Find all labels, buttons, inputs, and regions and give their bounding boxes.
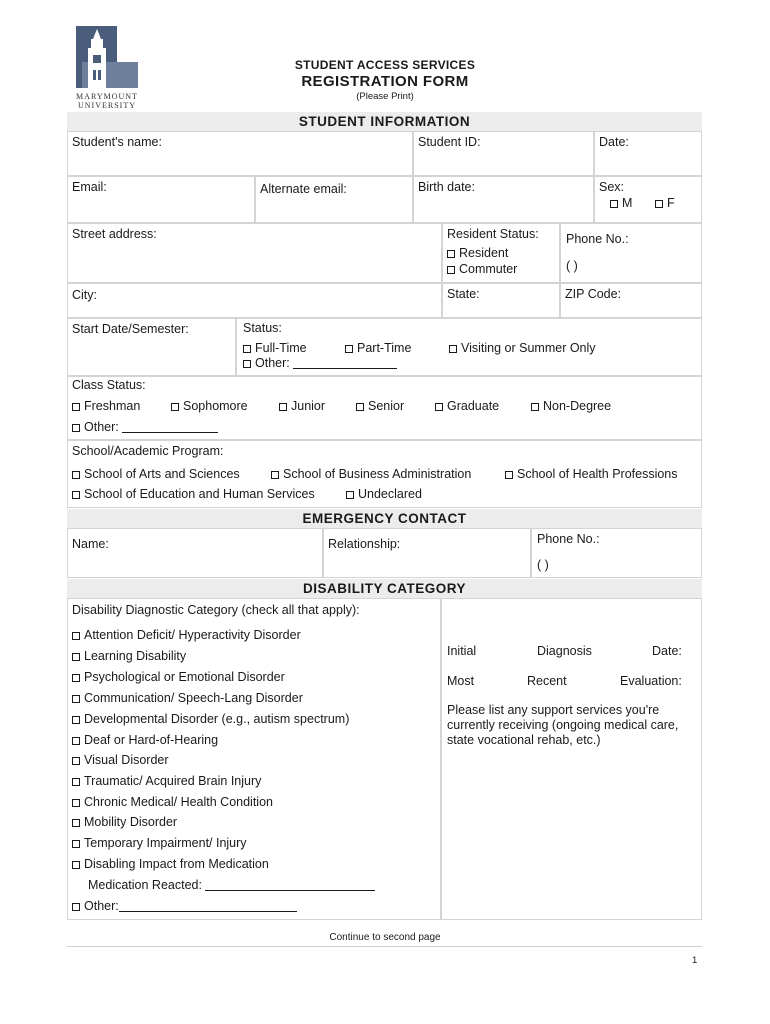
- resident-status-field: [442, 223, 560, 283]
- zip-label: ZIP Code:: [565, 287, 622, 301]
- initial-diagnosis-word-1: Initial: [447, 644, 477, 658]
- checkbox-icon[interactable]: [271, 471, 279, 479]
- emergency-phone-area-code: ( ): [537, 558, 549, 572]
- phone-field[interactable]: [560, 223, 702, 283]
- program-business-option[interactable]: School of Business Administration: [271, 467, 471, 481]
- status-other-option[interactable]: Other:: [243, 356, 397, 370]
- medication-reacted: Medication Reacted:: [88, 878, 375, 892]
- alternate-email-label: Alternate email:: [260, 182, 347, 196]
- status-label: Status:: [243, 321, 282, 335]
- class-status-label: Class Status:: [72, 378, 146, 392]
- emergency-name-field[interactable]: [67, 528, 323, 578]
- disability-option[interactable]: Attention Deficit/ Hyperactivity Disorder: [72, 628, 301, 642]
- disability-category-label: Disability Diagnostic Category (check all that apply):: [72, 603, 360, 617]
- print-note: (Please Print): [356, 91, 414, 102]
- birth-date-field[interactable]: [413, 176, 594, 223]
- start-date-label: Start Date/Semester:: [72, 322, 189, 336]
- disability-option[interactable]: Chronic Medical/ Health Condition: [72, 795, 273, 809]
- checkbox-icon[interactable]: [72, 403, 80, 411]
- checkbox-icon[interactable]: [72, 632, 80, 640]
- checkbox-icon[interactable]: [356, 403, 364, 411]
- checkbox-icon[interactable]: [505, 471, 513, 479]
- emergency-name-label: Name:: [72, 537, 109, 551]
- sex-field: [594, 176, 702, 223]
- disability-option[interactable]: Psychological or Emotional Disorder: [72, 670, 285, 684]
- checkbox-icon[interactable]: [655, 200, 663, 208]
- recent-evaluation-word-2: Recent: [527, 674, 567, 688]
- date-label: Date:: [599, 135, 629, 149]
- class-option[interactable]: Graduate: [435, 399, 499, 413]
- emergency-relationship-field[interactable]: [323, 528, 531, 578]
- checkbox-icon[interactable]: [72, 778, 80, 786]
- checkbox-icon[interactable]: [72, 491, 80, 499]
- support-services-line-3: state vocational rehab, etc.): [447, 733, 601, 747]
- class-status-field: [67, 376, 702, 440]
- disability-option[interactable]: Learning Disability: [72, 649, 186, 663]
- checkbox-icon[interactable]: [345, 345, 353, 353]
- resident-option[interactable]: Resident: [447, 246, 508, 260]
- support-services-line-2: currently receiving (ongoing medical care,: [447, 718, 679, 732]
- checkbox-icon[interactable]: [72, 861, 80, 869]
- disability-checklist: [67, 598, 441, 920]
- program-health-option[interactable]: School of Health Professions: [505, 467, 678, 481]
- checkbox-icon[interactable]: [279, 403, 287, 411]
- resident-status-label: Resident Status:: [447, 227, 539, 241]
- footer-divider: [67, 946, 702, 947]
- checkbox-icon[interactable]: [243, 345, 251, 353]
- commuter-option[interactable]: Commuter: [447, 262, 517, 276]
- academic-program-field: [67, 440, 702, 508]
- checkbox-icon[interactable]: [72, 819, 80, 827]
- form-title: REGISTRATION FORM: [301, 73, 469, 90]
- checkbox-icon[interactable]: [243, 360, 251, 368]
- office-title: STUDENT ACCESS SERVICES: [294, 58, 476, 72]
- email-label: Email:: [72, 180, 107, 194]
- logo-wordmark: MARYMOUNT UNIVERSITY: [76, 92, 138, 110]
- checkbox-icon[interactable]: [449, 345, 457, 353]
- street-address-label: Street address:: [72, 227, 157, 241]
- initial-diagnosis-word-2: Diagnosis: [537, 644, 592, 658]
- medication-reacted-line[interactable]: [205, 879, 375, 891]
- checkbox-icon[interactable]: [72, 471, 80, 479]
- checkbox-icon[interactable]: [346, 491, 354, 499]
- enrollment-status-field: [236, 318, 702, 376]
- checkbox-icon[interactable]: [72, 653, 80, 661]
- part-time-option[interactable]: Part-Time: [345, 341, 411, 355]
- diagnosis-details[interactable]: [441, 598, 702, 920]
- checkbox-icon[interactable]: [531, 403, 539, 411]
- disability-option[interactable]: Developmental Disorder (e.g., autism spectrum): [72, 712, 349, 726]
- class-option[interactable]: Junior: [279, 399, 325, 413]
- section-disability-category: DISABILITY CATEGORY: [67, 579, 702, 598]
- state-label: State:: [447, 287, 480, 301]
- disability-option[interactable]: Visual Disorder: [72, 753, 169, 767]
- disability-other-option[interactable]: Other:: [72, 899, 297, 913]
- birth-date-label: Birth date:: [418, 180, 475, 194]
- phone-label: Phone No.:: [566, 232, 629, 246]
- continue-note: Continue to second page: [329, 932, 441, 943]
- checkbox-icon[interactable]: [72, 695, 80, 703]
- checkbox-icon[interactable]: [72, 424, 80, 432]
- alternate-email-field[interactable]: [255, 176, 413, 223]
- checkbox-icon[interactable]: [171, 403, 179, 411]
- program-education-option[interactable]: School of Education and Human Services: [72, 487, 315, 501]
- emergency-phone-label: Phone No.:: [537, 532, 600, 546]
- checkbox-icon[interactable]: [447, 266, 455, 274]
- disability-other-line[interactable]: [119, 900, 297, 912]
- city-label: City:: [72, 288, 97, 302]
- disability-option[interactable]: Mobility Disorder: [72, 815, 177, 829]
- class-other-option[interactable]: Other:: [72, 420, 218, 434]
- program-undeclared-option[interactable]: Undeclared: [346, 487, 422, 501]
- initial-diagnosis-word-3: Date:: [652, 644, 682, 658]
- city-field[interactable]: [67, 283, 442, 318]
- class-option[interactable]: Senior: [356, 399, 404, 413]
- checkbox-icon[interactable]: [72, 840, 80, 848]
- checkbox-icon[interactable]: [72, 757, 80, 765]
- page-number: 1: [692, 955, 698, 966]
- state-field[interactable]: [442, 283, 560, 318]
- class-option[interactable]: Sophomore: [171, 399, 248, 413]
- sex-label: Sex:: [599, 180, 625, 194]
- program-arts-option[interactable]: School of Arts and Sciences: [72, 467, 240, 481]
- student-name-field[interactable]: [67, 131, 413, 176]
- start-date-field[interactable]: [67, 318, 236, 376]
- class-option[interactable]: Non-Degree: [531, 399, 611, 413]
- section-emergency-contact: EMERGENCY CONTACT: [67, 509, 702, 528]
- support-services-line-1: Please list any support services you're: [447, 703, 660, 717]
- checkbox-icon[interactable]: [72, 716, 80, 724]
- recent-evaluation-word-1: Most: [447, 674, 475, 688]
- checkbox-icon[interactable]: [72, 903, 80, 911]
- zip-field[interactable]: [560, 283, 702, 318]
- email-field[interactable]: [67, 176, 255, 223]
- student-id-label: Student ID:: [418, 135, 481, 149]
- emergency-relationship-label: Relationship:: [328, 537, 401, 551]
- recent-evaluation-word-3: Evaluation:: [620, 674, 682, 688]
- checkbox-icon[interactable]: [610, 200, 618, 208]
- disability-option[interactable]: Traumatic/ Acquired Brain Injury: [72, 774, 261, 788]
- disability-option[interactable]: Communication/ Speech-Lang Disorder: [72, 691, 303, 705]
- program-label: School/Academic Program:: [72, 444, 224, 458]
- student-id-field[interactable]: [413, 131, 594, 176]
- date-field[interactable]: [594, 131, 702, 176]
- checkbox-icon[interactable]: [447, 250, 455, 258]
- street-address-field[interactable]: [67, 223, 442, 283]
- checkbox-icon[interactable]: [72, 674, 80, 682]
- checkbox-icon[interactable]: [72, 737, 80, 745]
- disability-option[interactable]: Disabling Impact from Medication: [72, 857, 269, 871]
- student-name-label: Student's name:: [72, 135, 162, 149]
- section-student-information: STUDENT INFORMATION: [67, 112, 702, 131]
- visiting-option[interactable]: Visiting or Summer Only: [449, 341, 596, 355]
- disability-option[interactable]: Temporary Impairment/ Injury: [72, 836, 247, 850]
- phone-area-code: ( ): [566, 259, 578, 273]
- disability-option[interactable]: Deaf or Hard-of-Hearing: [72, 733, 218, 747]
- class-other-line[interactable]: [122, 421, 218, 433]
- full-time-option[interactable]: Full-Time: [243, 341, 307, 355]
- status-other-line[interactable]: [293, 357, 397, 369]
- checkbox-icon[interactable]: [435, 403, 443, 411]
- checkbox-icon[interactable]: [72, 799, 80, 807]
- emergency-phone-field[interactable]: [531, 528, 702, 578]
- sex-female-option[interactable]: F: [655, 196, 675, 210]
- sex-male-option[interactable]: M: [610, 196, 632, 210]
- class-option[interactable]: Freshman: [72, 399, 140, 413]
